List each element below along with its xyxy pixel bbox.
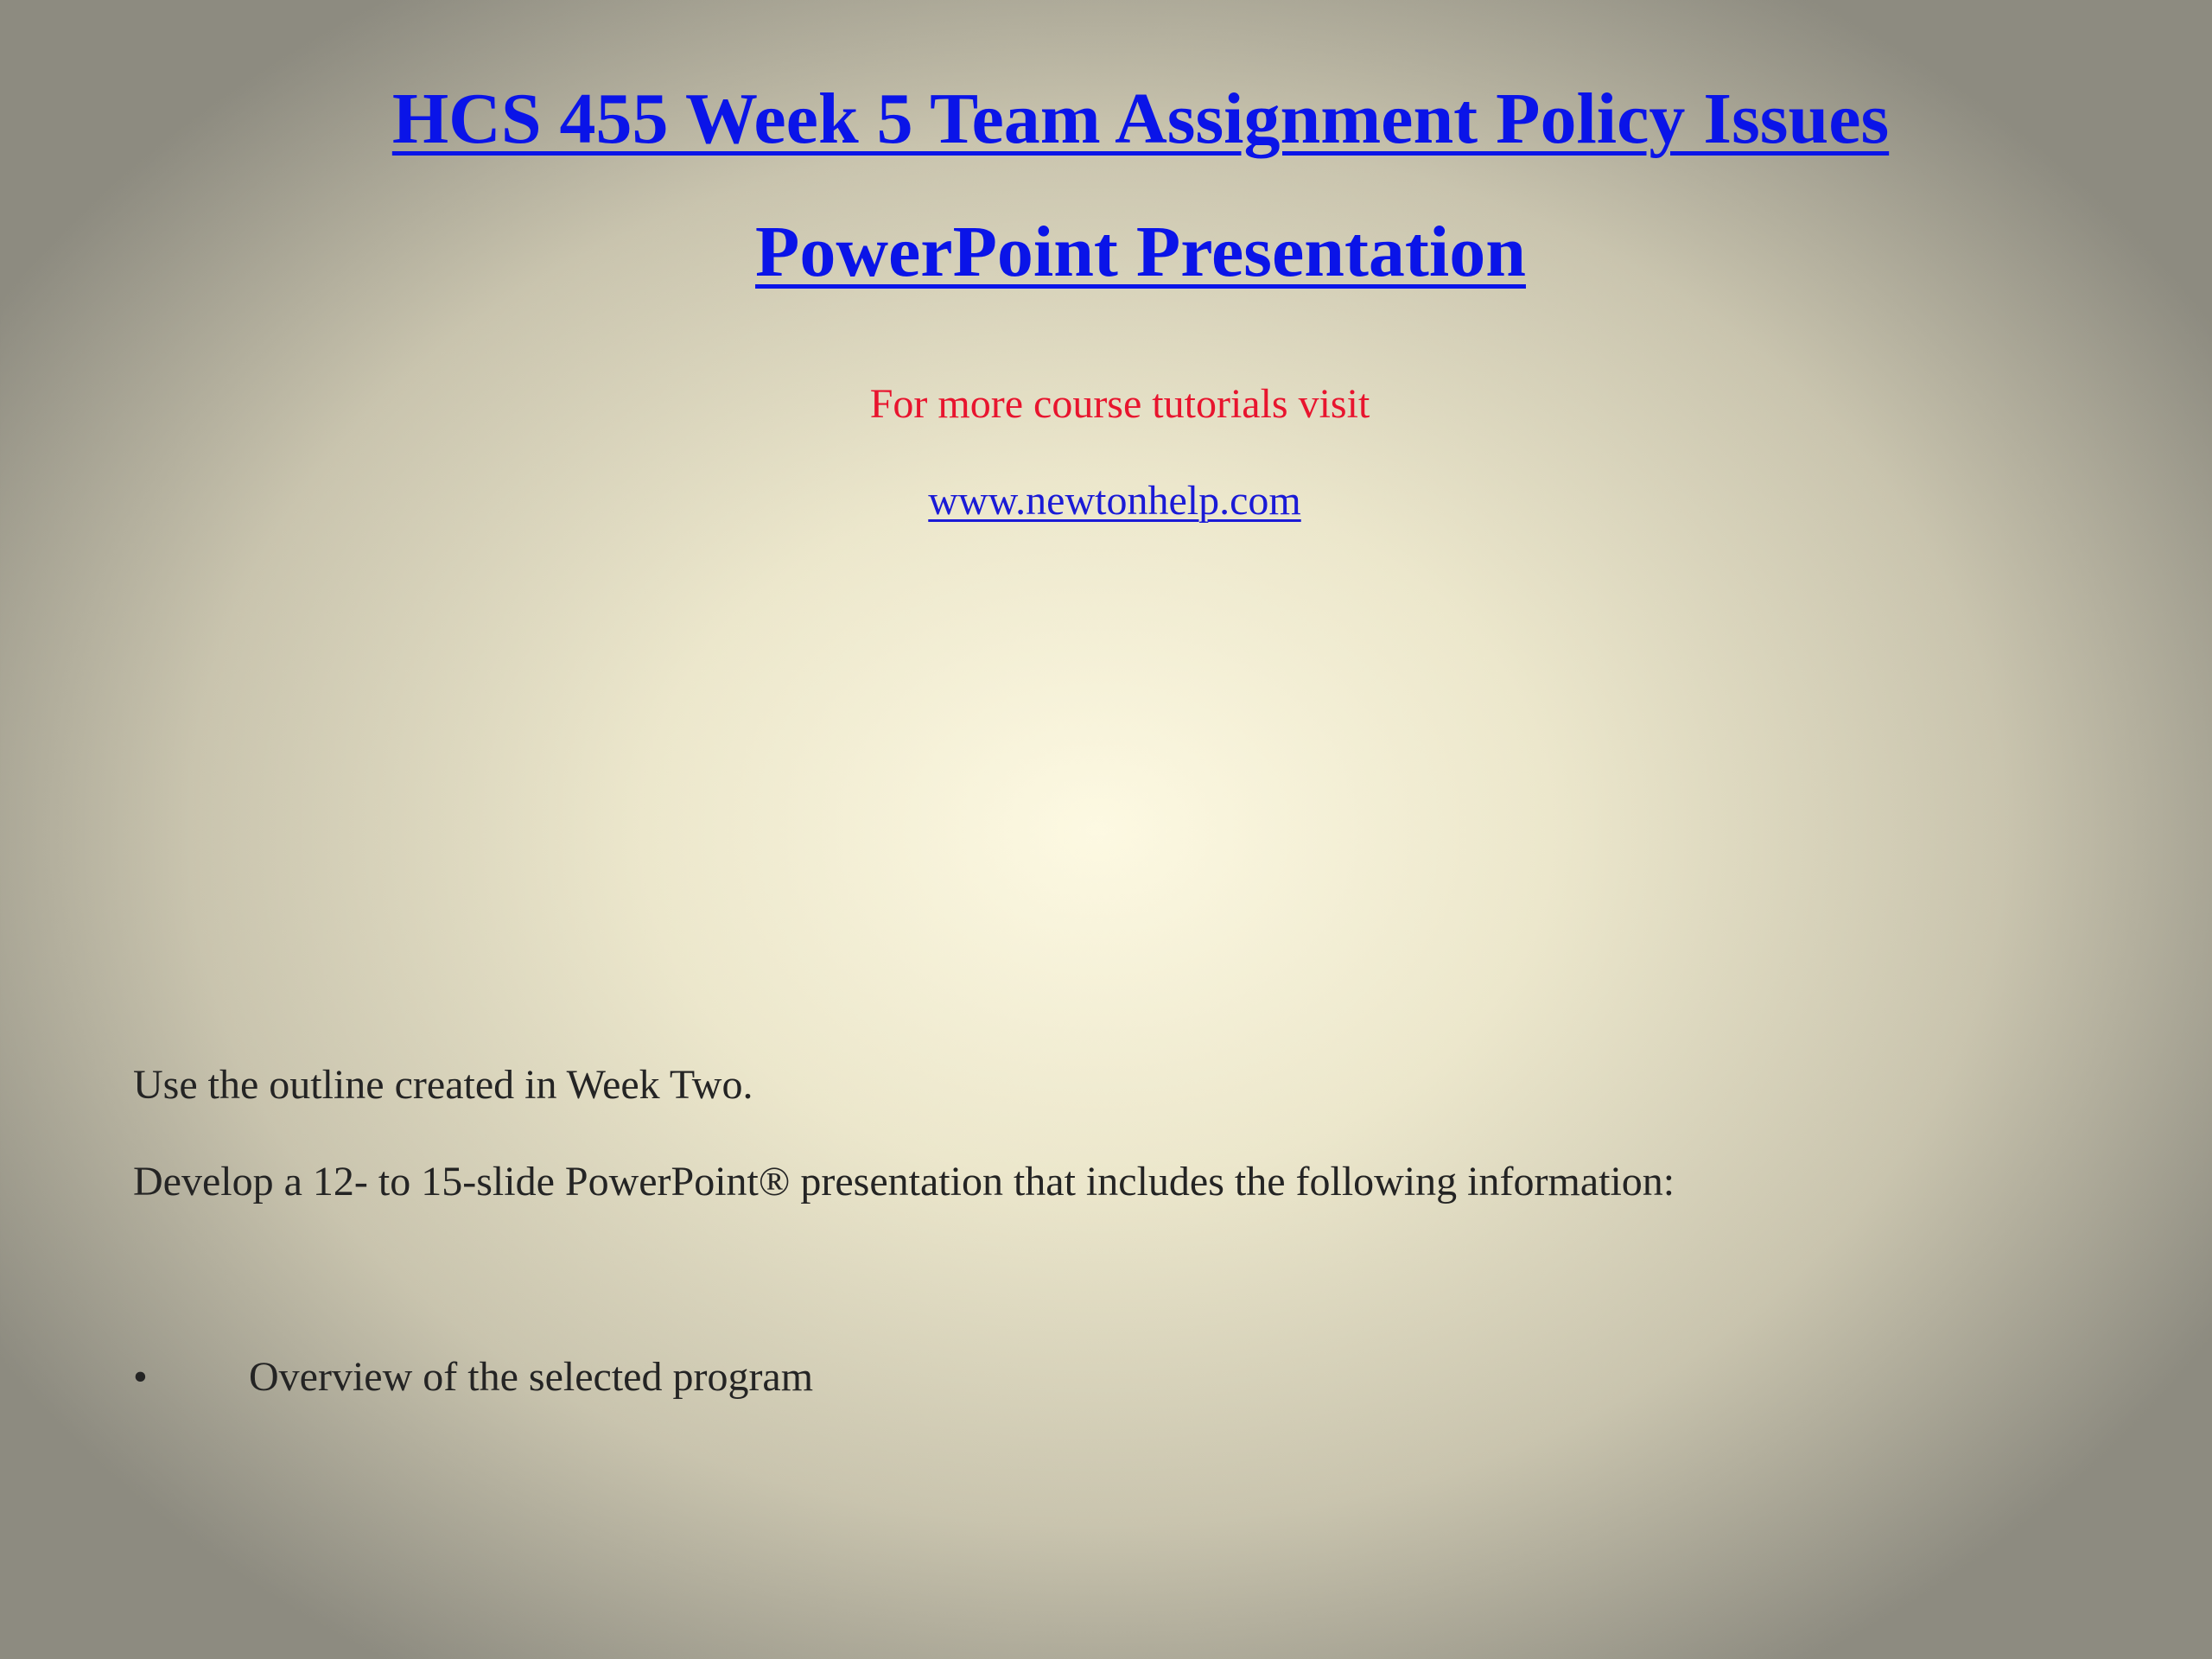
bullet-marker: • <box>133 1354 148 1400</box>
body-paragraph-1: Use the outline created in Week Two. <box>133 1062 753 1108</box>
title-link-line1[interactable]: HCS 455 Week 5 Team Assignment Policy Issues <box>391 79 1890 159</box>
title-link-line2[interactable]: PowerPoint Presentation <box>755 212 1526 292</box>
website-link[interactable]: www.newtonhelp.com <box>928 478 1301 524</box>
promo-text: For more course tutorials visit <box>869 381 1370 427</box>
bullet-text: Overview of the selected program <box>249 1354 814 1400</box>
body-paragraph-2: Develop a 12- to 15-slide PowerPoint® presentation that includes the following information: <box>133 1159 1675 1205</box>
